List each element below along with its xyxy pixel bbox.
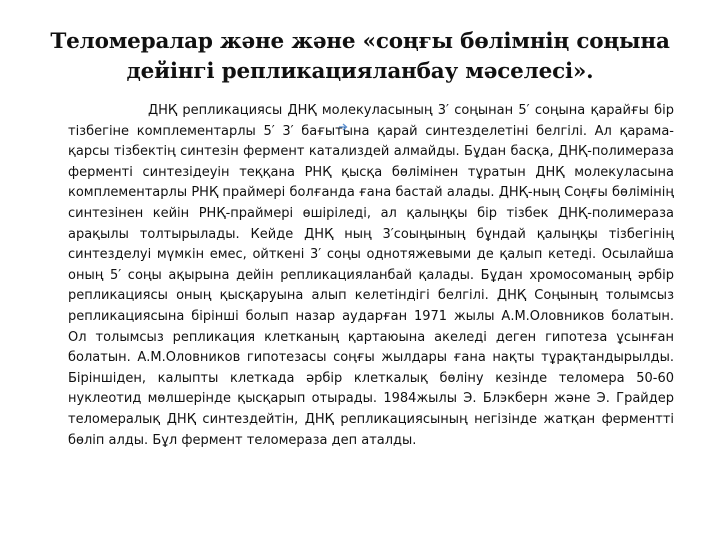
small-right-arrow-icon <box>338 122 348 132</box>
body-paragraph: ДНҚ репликациясы ДНҚ молекуласының 3′ соңынан 5′ соңына қарайғы бір тізбегіне комплементарлы 5′ 3′ бағытына қарай синтезделетіні белгілі. Ал қарама-қарсы тізбектің синтезін фермент катализдей алмайды. Бұдан басқа, ДНҚ-полимераза ферменті синтезідеуін теққана РНҚ қысқа бөлімінен тұратын ДНҚ молекуласына комплементарлы РНҚ праймері болғанда ғана бастай алады. ДНҚ-ның Соңғы бөлімінің синтезінен кейін РНҚ-праймері өшіріледі, ал қалыңқы бір тізбек ДНҚ-полимераза арақылы толтырылады. Кейде ДНҚ ның 3′соыңының бұндай қалыңқы тізбегінің синтезделуі мүмкін емес, ойткені 3′ соңы однотяжевыми де қалып кетеді. Осылайша оның 5′ соңы ақырына дейін репликацияланбай қалады. Бұдан хромосоманың әрбір репликациясы оның қысқаруына алып келетіндігі белгілі. ДНҚ Соңының толымсыз репликациясына бірінші болып назар аударған 1971 жылы А.М.Оловников болатын. Ол толымсыз репликация клетканың қартаюына акеледі деген гипотеза ұсынған болатын. А.М.Оловников гипотезасы соңғы жылдары ғана нақты тұрақтандырылды. Біріншіден, калыпты клеткада әрбір клеткалық бөліну кезінде теломера 50-60 нуклеотид мөлшерінде қысқарып отырады. 1984жылы Э. Блэкберн және Э. Грайдер теломералық ДНҚ синтездейтін, ДНҚ репликациясының негізінде жатқан ферментті бөліп алды. Бұл фермент теломераза деп аталды. <box>68 103 674 448</box>
slide-title: Теломералар және және «соңғы бөлімнің соңына дейінгі репликацияланбау мәселесі». <box>50 29 670 84</box>
